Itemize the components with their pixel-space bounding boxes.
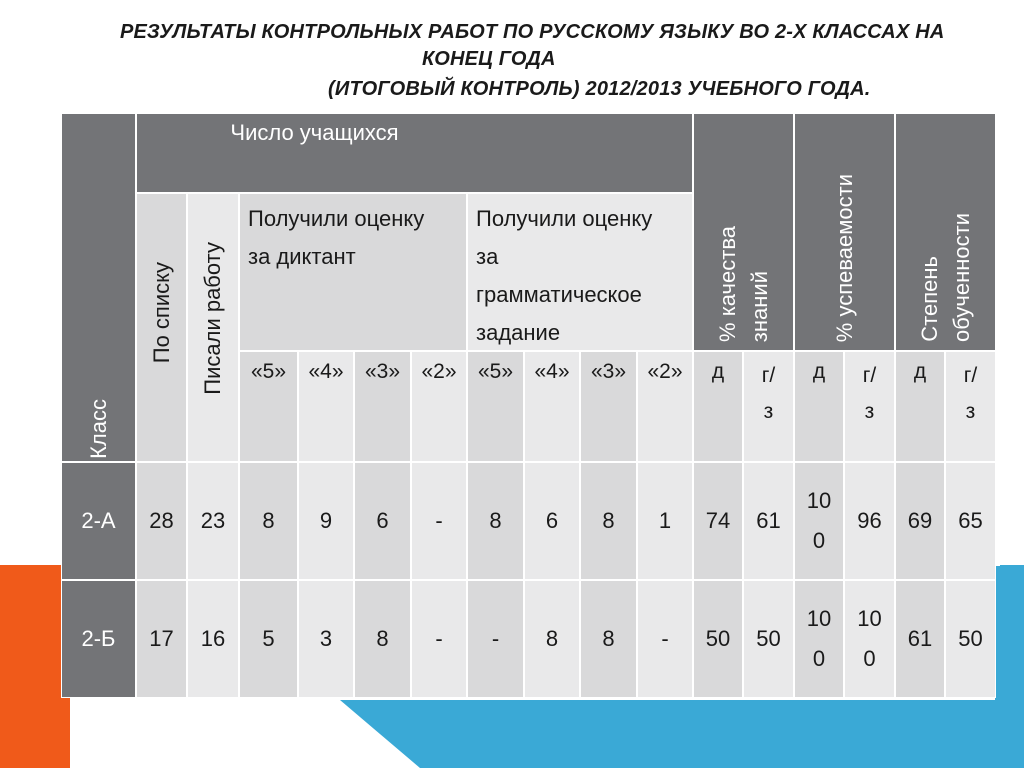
- subheader-d4: [298, 351, 354, 462]
- header-stepen-l2: обученности: [948, 213, 974, 342]
- row-2a-pisali: 23: [187, 462, 239, 580]
- subheader-d2: [411, 351, 467, 462]
- row-2b-g5: -: [467, 580, 524, 698]
- subheader-d3: [354, 351, 411, 462]
- row-2b-kach-d: 50: [693, 580, 743, 698]
- subheader-g4: [524, 351, 580, 462]
- row-2a-kach-gz: 61: [743, 462, 794, 580]
- header-gram-l3: грамматическое: [476, 282, 642, 307]
- title-line-1: РЕЗУЛЬТАТЫ КОНТРОЛЬНЫХ РАБОТ ПО РУССКОМУ ЯЗЫКУ ВО 2-Х КЛАССАХ НА: [120, 21, 945, 43]
- subheader-d2-label: «2»: [421, 360, 457, 383]
- header-gram-l1: Получили оценку: [476, 206, 653, 231]
- row-2b-usp-gz-l2: 0: [863, 646, 876, 671]
- subheader-usp-gz-l2: з: [864, 400, 875, 423]
- header-uspev-label: % успеваемости: [831, 173, 857, 342]
- subheader-d5-label: «5»: [250, 360, 287, 383]
- subheader-usp-gz: [844, 351, 895, 462]
- row-2a-usp-d: [794, 462, 844, 580]
- row-2b-usp-d-l2: 0: [812, 646, 826, 671]
- row-2a-d3: 6: [354, 462, 411, 580]
- header-stepen: [895, 113, 996, 351]
- header-kachestvo-l1: % качества: [714, 226, 740, 342]
- subheader-g3: [580, 351, 637, 462]
- header-kachestvo: [693, 113, 794, 351]
- header-gram-l2: за: [476, 244, 499, 269]
- header-po-spisku-label: По списку: [148, 262, 174, 364]
- header-diktant-l1: Получили оценку: [248, 206, 425, 231]
- row-2a-usp-d-l2: 0: [812, 528, 826, 553]
- header-chislo-label: Число учащихся: [230, 120, 399, 145]
- header-klass: [61, 113, 136, 462]
- subheader-g5-label: «5»: [477, 360, 514, 383]
- row-2b-usp-d: [794, 580, 844, 698]
- row-2b-usp-d-l1: 10: [806, 606, 832, 631]
- header-diktant: [239, 193, 467, 351]
- subheader-usp-gz-l1: г/: [862, 364, 877, 387]
- row-2b-d2: -: [411, 580, 467, 698]
- row-2b-kach-gz: 50: [743, 580, 794, 698]
- subheader-d5: [239, 351, 298, 462]
- row-2b-klass: 2-Б: [61, 580, 136, 698]
- row-2b-g2: -: [637, 580, 693, 698]
- subheader-step-d: [895, 351, 945, 462]
- subheader-step-gz: [945, 351, 996, 462]
- row-2a-g5: 8: [467, 462, 524, 580]
- subheader-kach-gz: [743, 351, 794, 462]
- header-chislo: [136, 113, 693, 193]
- row-2a-po-spisku: 28: [136, 462, 187, 580]
- header-gram-l4: задание: [476, 320, 561, 345]
- row-2a-kach-d: 74: [693, 462, 743, 580]
- header-stepen-l1: Степень: [916, 256, 942, 342]
- row-2b-d3: 8: [354, 580, 411, 698]
- row-2a-step-gz: 65: [945, 462, 996, 580]
- row-2b-usp-gz: [844, 580, 895, 698]
- subheader-g5: [467, 351, 524, 462]
- row-2a-usp-d-l1: 10: [806, 488, 832, 513]
- header-uspev: [794, 113, 895, 351]
- subheader-step-gz-l1: г/: [963, 364, 978, 387]
- row-2a-d2: -: [411, 462, 467, 580]
- row-2a-g4: 6: [524, 462, 580, 580]
- row-2b-g3: 8: [580, 580, 637, 698]
- row-2a-usp-gz: 96: [844, 462, 895, 580]
- row-2a-g3: 8: [580, 462, 637, 580]
- subheader-g4-label: «4»: [534, 360, 570, 383]
- header-pisali: [187, 193, 239, 462]
- row-2b-step-gz: 50: [945, 580, 996, 698]
- row-2b-step-d: 61: [895, 580, 945, 698]
- title-line-2: КОНЕЦ ГОДА: [422, 48, 556, 70]
- row-2b-d5: 5: [239, 580, 298, 698]
- blue-corner: [995, 566, 1024, 700]
- subheader-kach-gz-l2: з: [763, 400, 774, 423]
- subheader-usp-d-label: д: [812, 360, 826, 383]
- row-2b-d4: 3: [298, 580, 354, 698]
- row-2a-d5: 8: [239, 462, 298, 580]
- row-2a-g2: 1: [637, 462, 693, 580]
- subheader-usp-d: [794, 351, 844, 462]
- header-po-spisku: [136, 193, 187, 462]
- row-2b-g4: 8: [524, 580, 580, 698]
- row-2b-po-spisku: 17: [136, 580, 187, 698]
- subheader-kach-d: [693, 351, 743, 462]
- subheader-kach-gz-l1: г/: [761, 364, 776, 387]
- subheader-d3-label: «3»: [364, 360, 401, 383]
- subheader-g2-label: «2»: [647, 360, 683, 383]
- header-kachestvo-l2: знаний: [746, 270, 772, 342]
- subheader-g2: [637, 351, 693, 462]
- row-2b-usp-gz-l1: 10: [857, 606, 882, 631]
- header-diktant-l2: за диктант: [248, 244, 356, 269]
- subheader-step-d-label: д: [913, 360, 927, 383]
- row-2a-d4: 9: [298, 462, 354, 580]
- title-line-3: (ИТОГОВЫЙ КОНТРОЛЬ) 2012/2013 УЧЕБНОГО ГОДА.: [328, 78, 871, 100]
- header-klass-label: Класс: [85, 399, 111, 459]
- subheader-d4-label: «4»: [308, 360, 344, 383]
- subheader-kach-d-label: д: [711, 360, 725, 383]
- header-gram: [467, 193, 693, 351]
- subheader-g3-label: «3»: [590, 360, 627, 383]
- row-2b-pisali: 16: [187, 580, 239, 698]
- header-pisali-label: Писали работу: [200, 242, 225, 395]
- row-2a-step-d: 69: [895, 462, 945, 580]
- subheader-step-gz-l2: з: [965, 400, 976, 423]
- row-2a-klass: 2-А: [61, 462, 136, 580]
